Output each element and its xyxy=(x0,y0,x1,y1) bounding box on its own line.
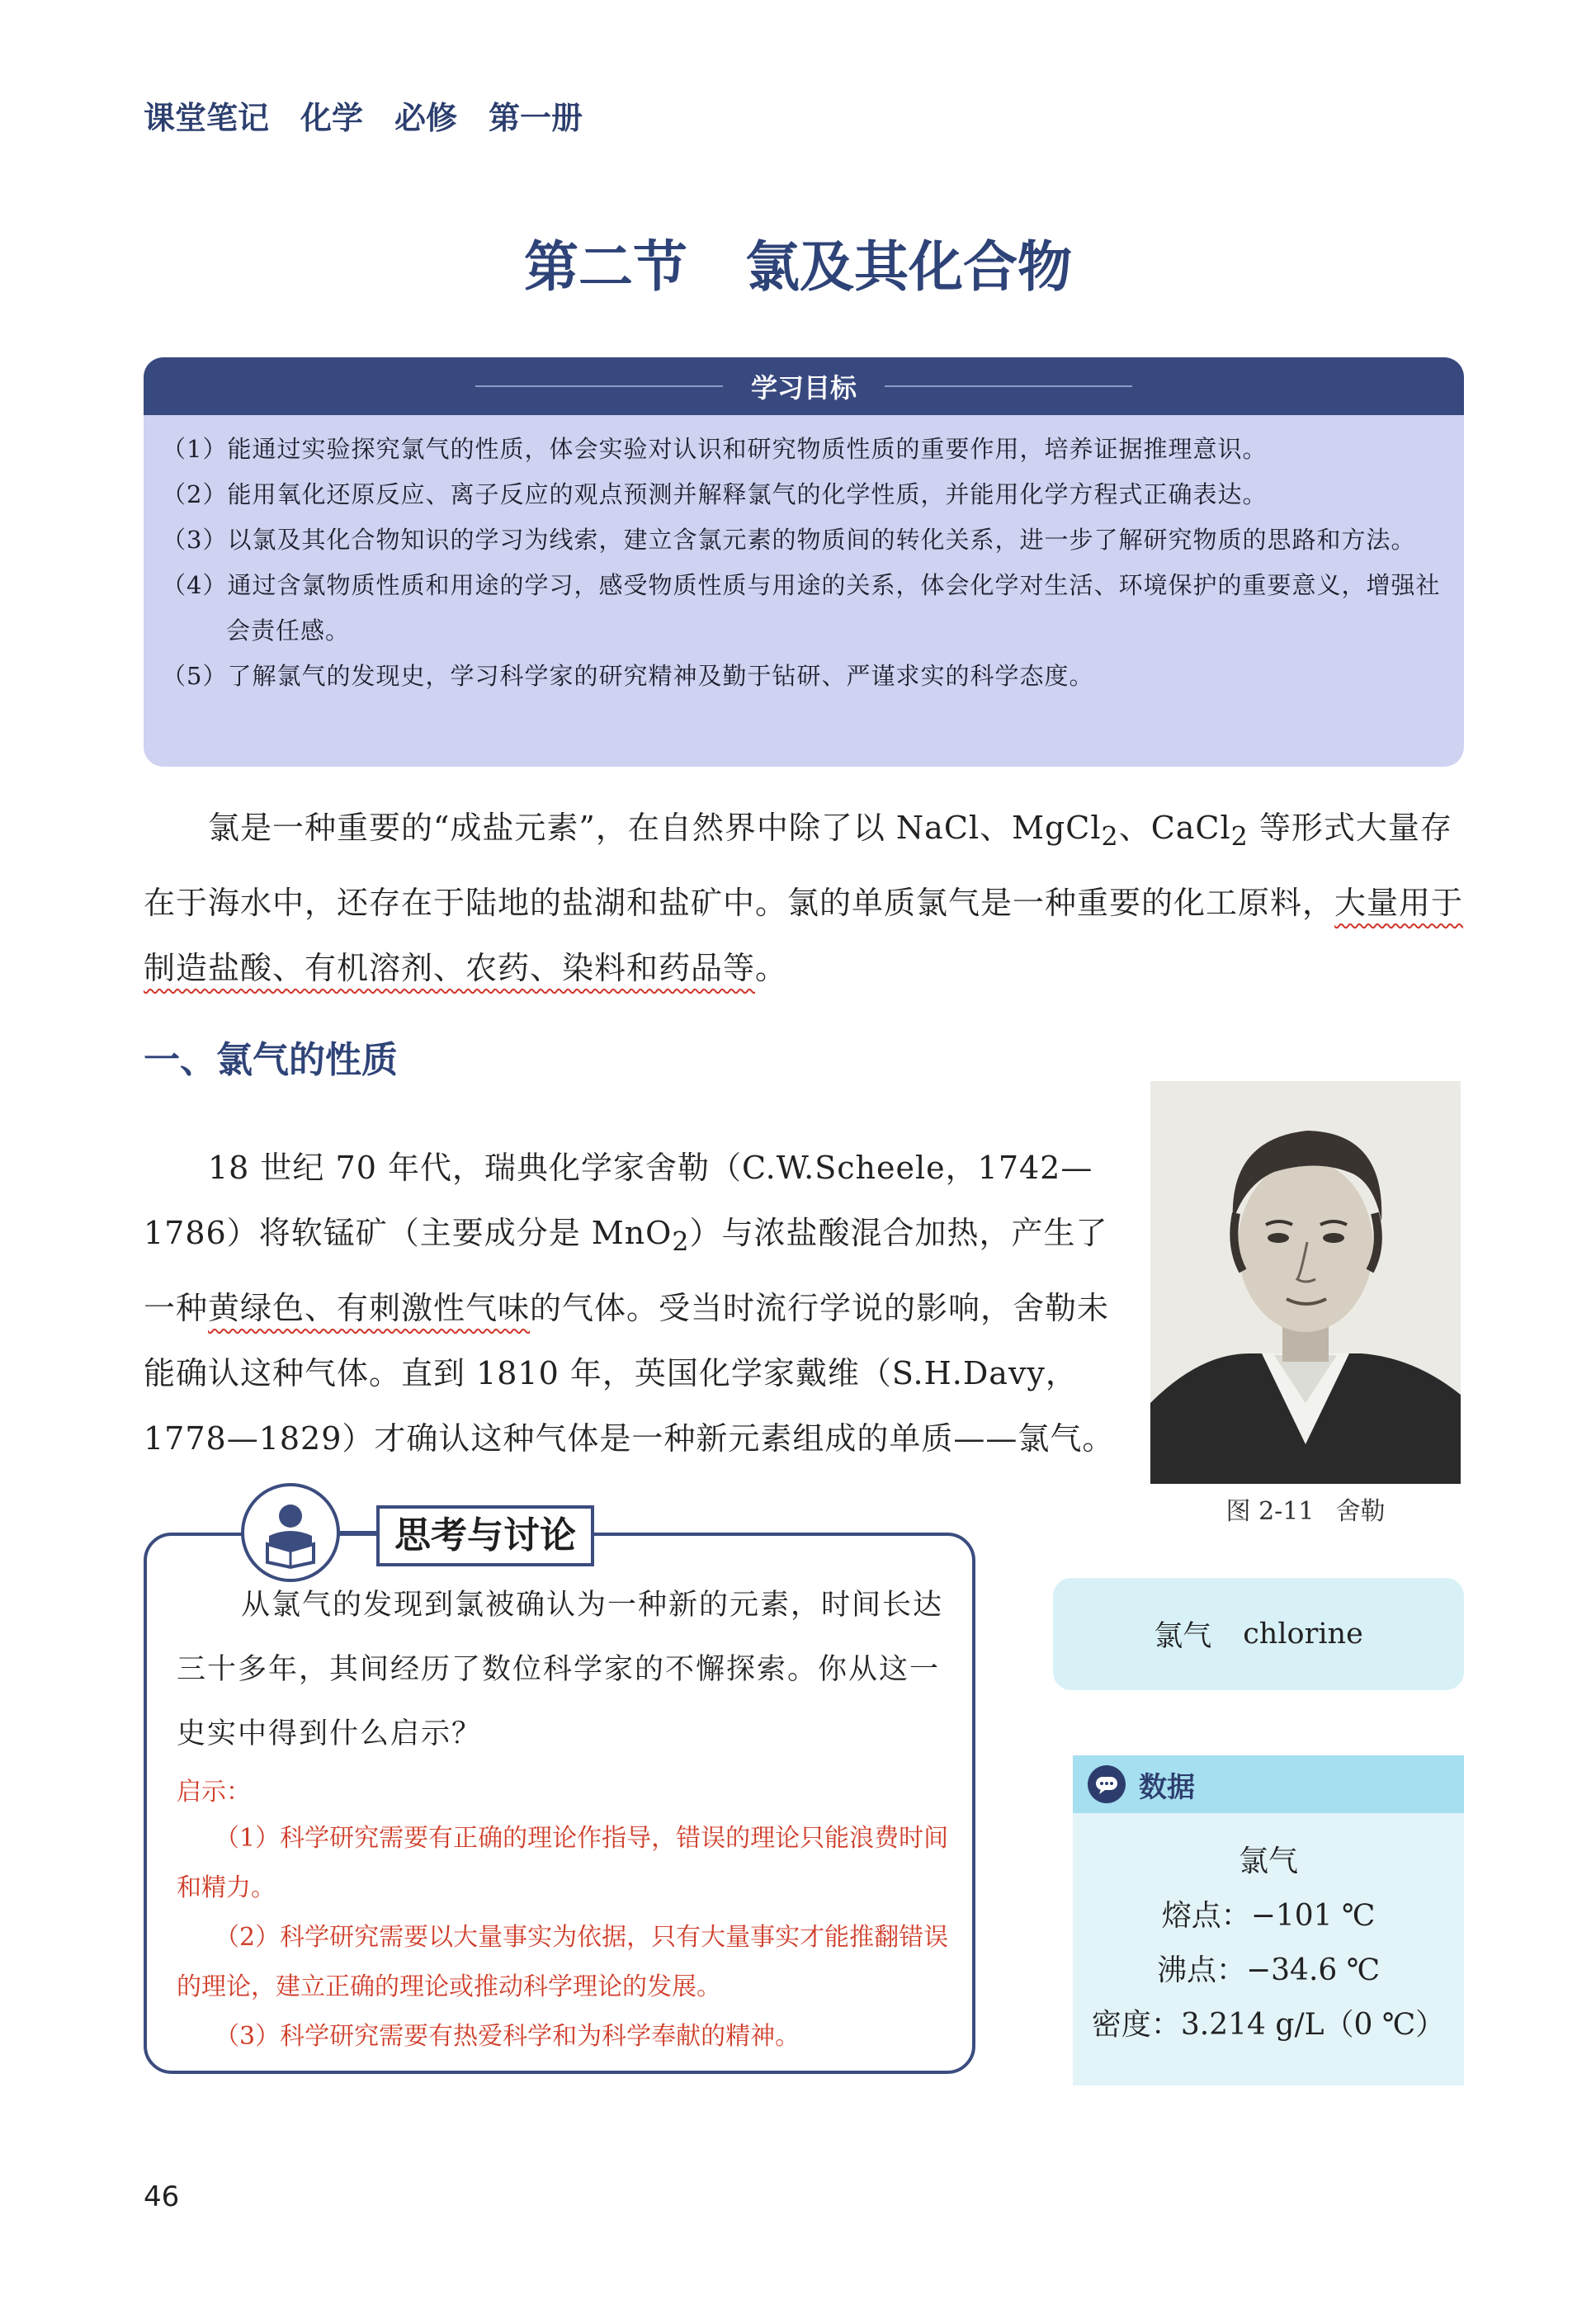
subscript: 2 xyxy=(1230,822,1249,853)
book-series: 课堂笔记 xyxy=(144,100,270,136)
term-chinese: 氯气 xyxy=(1154,1620,1212,1653)
intro-paragraph xyxy=(144,796,1464,1001)
subscript: 2 xyxy=(672,1227,690,1258)
objective-item: （4）通过含氯物质性质和用途的学习，感受物质性质与用途的关系，体会化学对生活、环境保护的重要意义，增强社会责任感。 xyxy=(162,571,1441,645)
history-text: 18 世纪 70 年代，瑞典化学家舍勒（C.W.Scheele，1742—1786）将软锰矿（主要成分是 MnO xyxy=(144,1150,1093,1251)
portrait-engraving xyxy=(1150,1081,1461,1484)
objectives-heading: 学习目标 xyxy=(750,372,857,404)
data-substance: 氯气 xyxy=(1238,1845,1298,1878)
data-melting-point: 熔点：−101 ℃ xyxy=(1161,1899,1376,1933)
wavy-underlined-text: 大量用于制造盐酸、有机溶剂、农药、染料和药品等 xyxy=(144,884,1464,986)
intro-text: 等形式大量存在于海水中，还存在于陆地的盐湖和盐矿中。氯的单质氯气是一种重要的化工原料， xyxy=(144,810,1452,921)
hint-list xyxy=(177,1814,952,2062)
figure-number: 图 2-11 xyxy=(1225,1497,1315,1526)
book-type: 必修 xyxy=(394,100,458,136)
intro-text: 。 xyxy=(755,949,788,986)
book-header xyxy=(144,92,583,138)
figure-name: 舍勒 xyxy=(1335,1497,1386,1526)
objective-item: （2）能用氧化还原反应、离子反应的观点预测并解释氯气的化学性质，并能用化学方程式正确表达。 xyxy=(162,480,1268,508)
data-box xyxy=(1073,1755,1464,2085)
discussion-question: 从氯气的发现到氯被确认为一种新的元素，时间长达三十多年，其间经历了数位科学家的不懈探索。你从这一史实中得到什么启示？ xyxy=(177,1589,944,1750)
objective-item: （5）了解氯气的发现史，学习科学家的研究精神及勤于钻研、严谨求实的科学态度。 xyxy=(162,662,1094,690)
history-text: 的气体。受当时流行学说的影响，舍勒未能确认这种气体。直到 1810 年，英国化学家戴维（S.H.Davy，1778—1829）才确认这种气体是一种新元素组成的单质——氯气。 xyxy=(144,1289,1115,1457)
wavy-underlined-text: 黄绿色、有刺激性气味 xyxy=(208,1289,531,1326)
history-paragraph xyxy=(144,1136,1129,1471)
hint-title: 启示： xyxy=(177,1778,251,1807)
objective-item: （3）以氯及其化合物知识的学习为线索，建立含氯元素的物质间的转化关系，进一步了解研究物质的思路和方法。 xyxy=(162,526,1416,554)
hint-item: （3）科学研究需要有热爱科学和为科学奉献的精神。 xyxy=(215,2022,800,2051)
scheele-portrait xyxy=(1150,1081,1461,1484)
reading-person-icon xyxy=(241,1483,340,1582)
learning-objectives-box xyxy=(144,357,1464,767)
term-box xyxy=(1053,1578,1464,1690)
divider-right xyxy=(885,385,1132,387)
objective-item: （1）能通过实验探究氯气的性质，体会实验对认识和研究物质性质的重要作用，培养证据推理意识。 xyxy=(162,435,1268,463)
figure-caption xyxy=(1150,1490,1461,1527)
data-density: 密度：3.214 g/L（0 ℃） xyxy=(1091,2008,1446,2042)
subscript: 2 xyxy=(1101,822,1119,853)
term-english: chlorine xyxy=(1243,1618,1363,1651)
section-title xyxy=(0,223,1596,301)
hint-item: （1）科学研究需要有正确的理论作指导，错误的理论只能浪费时间和精力。 xyxy=(177,1824,949,1902)
data-box-header xyxy=(1073,1755,1464,1813)
label-connector xyxy=(340,1531,376,1534)
book-volume: 第一册 xyxy=(489,100,583,136)
subsection-heading: 一、氯气的性质 xyxy=(144,1039,398,1081)
book-subject: 化学 xyxy=(300,100,364,136)
divider-left xyxy=(475,385,723,387)
intro-text: 、CaCl xyxy=(1118,810,1231,846)
section-name: 氯及其化合物 xyxy=(745,235,1072,299)
objectives-list xyxy=(144,415,1464,699)
chat-bubble-icon xyxy=(1088,1765,1126,1803)
hint-item: （2）科学研究需要以大量事实为依据，只有大量事实才能推翻错误的理论，建立正确的理论或推动科学理论的发展。 xyxy=(177,1923,949,2001)
data-box-body xyxy=(1073,1813,1464,2052)
data-box-label: 数据 xyxy=(1139,1770,1195,1804)
data-boiling-point: 沸点：−34.6 ℃ xyxy=(1156,1953,1381,1987)
page-number: 46 xyxy=(144,2180,180,2213)
objectives-header xyxy=(144,357,1464,415)
history-text: ）与浓盐酸混合加热，产生了一种 xyxy=(144,1215,1108,1326)
discussion-label: 思考与讨论 xyxy=(376,1505,594,1566)
intro-text: 氯是一种重要的“成盐元素”，在自然界中除了以 NaCl、MgCl xyxy=(208,810,1102,846)
section-number: 第二节 xyxy=(524,235,687,299)
